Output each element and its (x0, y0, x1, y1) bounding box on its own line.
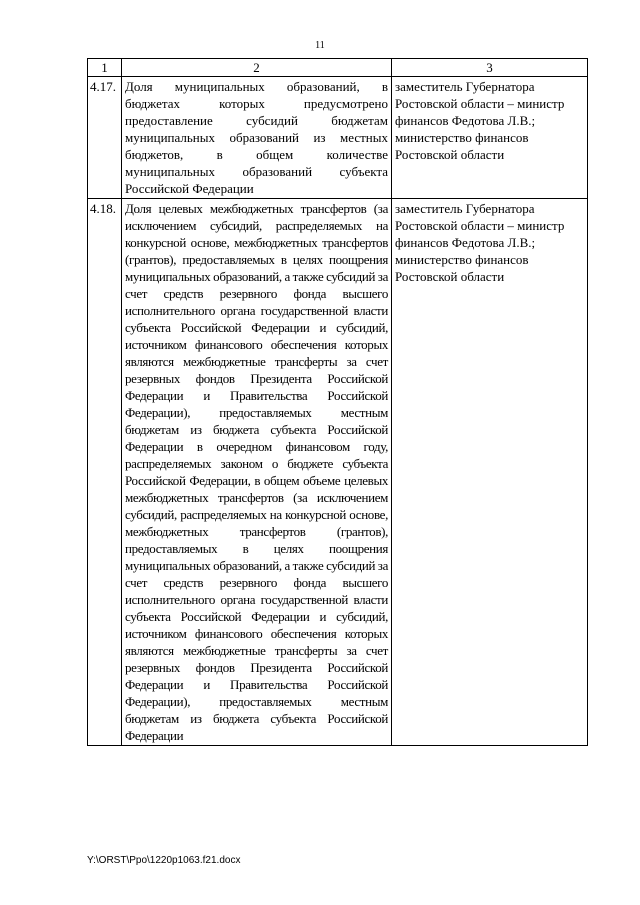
page-number: 11 (315, 40, 325, 51)
responsible-party: заместитель Губернатора Ростовской области – министр финансов Федотова Л.В.; министерство финансов Ростовской области (392, 77, 588, 199)
table-row (88, 77, 588, 199)
header-col-3: 3 (392, 59, 588, 77)
file-path-footer: Y:\ORST\Ppo\1220p1063.f21.docx (87, 855, 241, 866)
header-col-1: 1 (88, 59, 122, 77)
table-header-row (88, 59, 588, 77)
indicator-description: Доля целевых межбюджетных трансфертов (за исключением субсидий, распределяемых на конкурсной основе, межбюджетных трансфертов (грантов), предоставляемых в целях поощрения муниципальных образований, а также субсидий за счет средств резервного фонда высшего исполнительного органа государственной власти субъекта Российской Федерации и субсидий, источником финансового обеспечения которых являются межбюджетные трансферты за счет резервных фондов Президента Российской Федерации и Правительства Российской Федерации), предоставляемых местным бюджетам из бюджета субъекта Российской Федерации в очередном финансовом году, распределяемых законом о бюджете субъекта Российской Федерации, в общем объеме целевых межбюджетных трансфертов (за исключением субсидий, распределяемых на конкурсной основе, межбюджетных трансфертов (грантов), предоставляемых в целях поощрения муниципальных образований, а также субсидий за счет средств резервного фонда высшего исполнительного органа государственной власти субъекта Российской Федерации и субсидий, источником финансового обеспечения которых являются межбюджетные трансферты за счет резервных фондов Президента Российской Федерации и Правительства Российской Федерации), предоставляемых местным бюджетам из бюджета субъекта Российской Федерации (122, 199, 392, 746)
indicators-table (87, 58, 588, 746)
row-number: 4.17. (88, 77, 122, 199)
header-col-2: 2 (122, 59, 392, 77)
responsible-party: заместитель Губернатора Ростовской области – министр финансов Федотова Л.В.; министерство финансов Ростовской области (392, 199, 588, 746)
indicator-description: Доля муниципальных образований, в бюджетах которых предусмотрено предоставление субсидий бюджетам муниципальных образований из местных бюджетов, в общем количестве муниципальных образований субъекта Российской Федерации (122, 77, 392, 199)
table-row (88, 199, 588, 746)
row-number: 4.18. (88, 199, 122, 746)
